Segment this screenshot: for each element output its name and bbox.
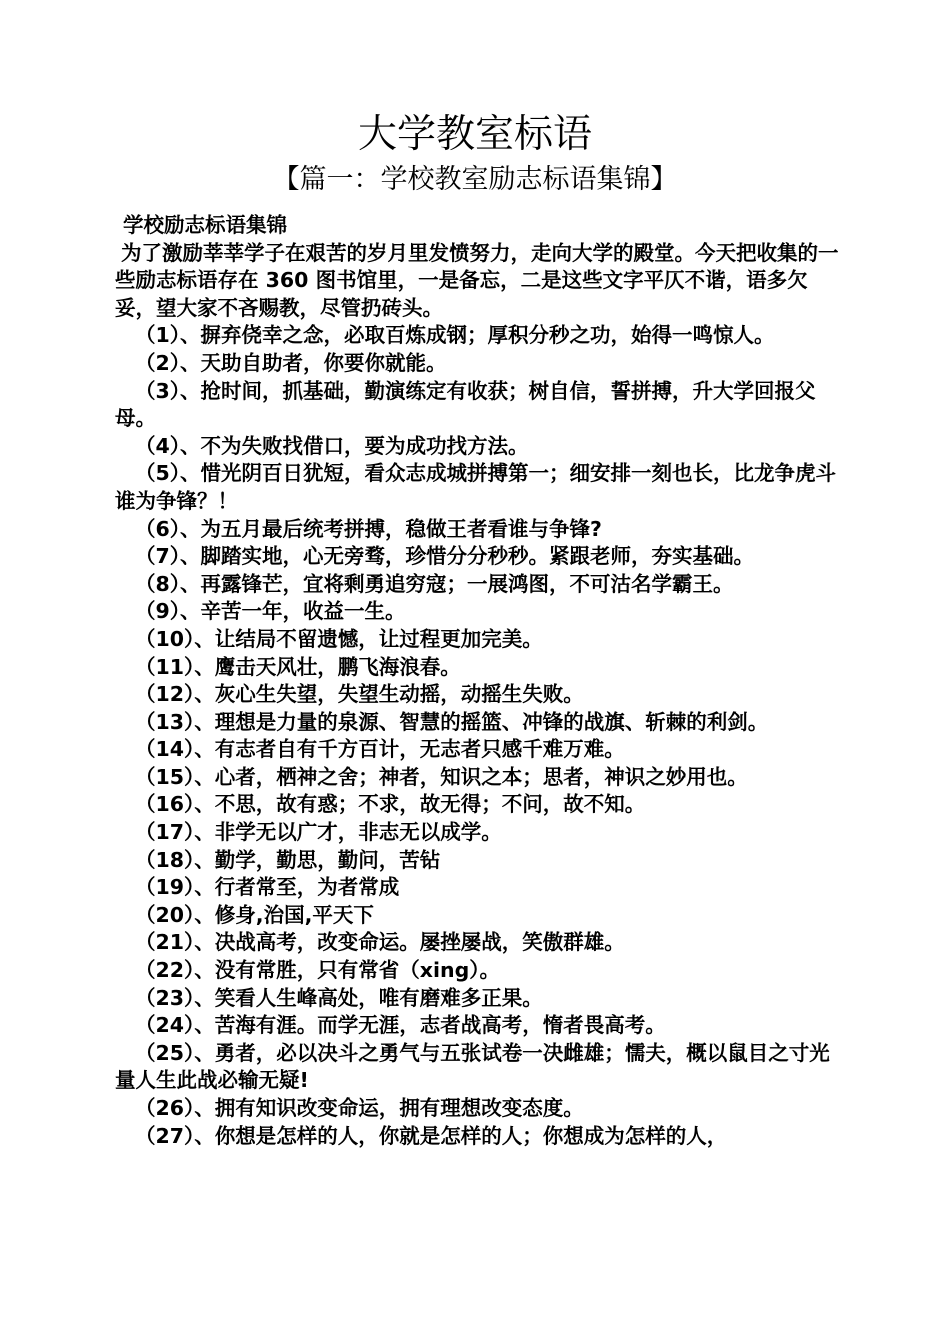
slogan-item: （26）、拥有知识改变命运，拥有理想改变态度。: [135, 1096, 584, 1120]
slogan-item: （10）、让结局不留遗憾，让过程更加完美。: [135, 626, 543, 651]
slogan-item: （5）、惜光阴百日犹短，看众志成城拼搏第一；细安排一刻也长，比龙争虎斗谁为争锋？！: [115, 461, 837, 513]
slogan-item: （13）、理想是力量的泉源、智慧的摇篮、冲锋的战旗、斩棘的利剑。: [135, 709, 769, 734]
slogan-item: （9）、辛苦一年，收益一生。: [135, 599, 406, 624]
slogan-item: （6）、为五月最后统考拼搏，稳做王者看谁与争锋?: [135, 516, 602, 541]
slogan-item: （21）、决战高考，改变命运。屡挫屡战，笑傲群雄。: [135, 930, 625, 955]
slogan-item: （18）、勤学，勤思，勤问，苦钻: [135, 847, 441, 872]
slogan-item: （4）、不为失败找借口，要为成功找方法。: [135, 433, 529, 458]
document-subtitle: 【篇一：学校教室励志标语集锦】: [272, 164, 678, 195]
document-title: 大学教室标语: [357, 112, 592, 157]
slogan-item: （19）、行者常至，为者常成: [135, 875, 400, 900]
slogan-item: （14）、有志者自有千方百计，无志者只感千难万难。: [135, 737, 625, 762]
slogan-list: [115, 322, 845, 1150]
slogan-item: （24）、苦海有涯。而学无涯，志者战高考，惰者畏高考。: [135, 1013, 666, 1038]
document-body: [115, 212, 845, 1150]
section-heading: 学校励志标语集锦: [123, 213, 287, 237]
slogan-item: （2）、天助自助者，你要你就能。: [135, 350, 447, 375]
slogan-item: （20）、修身,治国,平天下: [135, 902, 374, 927]
slogan-item: （12）、灰心生失望，失望生动摇，动摇生失败。: [135, 682, 584, 707]
slogan-item: （8）、再露锋芒，宜将剩勇追穷寇；一展鸿图，不可沽名学霸王。: [135, 571, 734, 596]
slogan-item: （15）、心者，栖神之舍；神者，知识之本；思者，神识之妙用也。: [135, 764, 748, 789]
slogan-item: （23）、笑看人生峰高处，唯有磨难多正果。: [135, 985, 543, 1010]
slogan-item: （11）、鹰击天风壮，鹏飞海浪春。: [135, 654, 461, 679]
slogan-item: （3）、抢时间，抓基础，勤演练定有收获；树自信，誓拼搏，升大学回报父母。: [115, 378, 816, 431]
slogan-item: （16）、不思，故有惑；不求，故无得；不问，故不知。: [135, 792, 646, 817]
slogan-item: （17）、非学无以广才，非志无以成学。: [135, 820, 502, 845]
slogan-item: （22）、没有常胜，只有常省（xing）。: [135, 958, 501, 983]
slogan-item: （1）、摒弃侥幸之念，必取百炼成钢；厚积分秒之功，始得一鸣惊人。: [135, 323, 775, 348]
slogan-item: （25）、勇者，必以决斗之勇气与五张试卷一决雌雄；懦夫，概以鼠目之寸光量人生此战必输无疑!: [115, 1040, 830, 1093]
slogan-item: （7）、脚踏实地，心无旁骛，珍惜分分秒秒。紧跟老师，夯实基础。: [135, 544, 755, 569]
slogan-item: （27）、你想是怎样的人，你就是怎样的人；你想成为怎样的人，: [135, 1123, 728, 1148]
intro-paragraph: 为了激励莘莘学子在艰苦的岁月里发愤努力，走向大学的殿堂。今天把收集的一些励志标语存在 360 图书馆里，一是备忘，二是这些文字平仄不谐，语多欠妥，望大家不吝赐教，尽管扔砖头。: [115, 240, 839, 320]
